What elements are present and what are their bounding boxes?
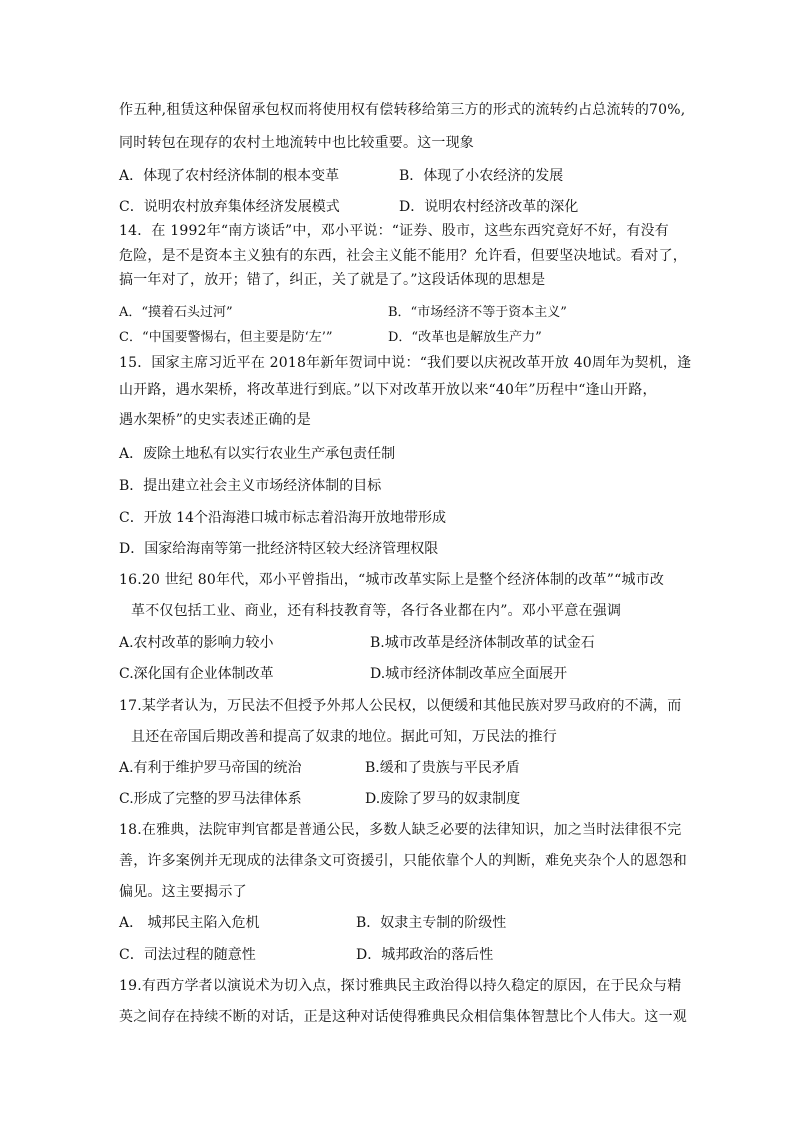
question-text: 14．在 1992年“南方谈话”中，邓小平说：“证券、股市，这些东西究竟好不好，有没有	[119, 223, 669, 239]
option-a: A． 城邦民主陷入危机	[119, 915, 260, 931]
option-a: A．体现了农村经济体制的根本变革	[119, 168, 340, 184]
option-c: C．“中国要警惕右，但主要是防‘左’”	[119, 330, 333, 345]
question-text: 山开路，遇水架桥，将改革进行到底。”以下对改革开放以来“40年”历程中“逢山开路，	[119, 382, 657, 398]
question-text: 同时转包在现存的农村土地流转中也比较重要。这一现象	[119, 135, 474, 151]
question-text: 遇水架桥”的史实表述正确的是	[119, 412, 311, 428]
option-a: A．废除土地私有以实行农业生产承包责任制	[119, 446, 396, 462]
option-a: A.有利于维护罗马帝国的统治	[119, 760, 302, 776]
question-text: 英之间存在持续不断的对话，正是这种对话使得雅典民众相信集体智慧比个人伟大。这一观	[119, 1009, 687, 1025]
question-text: 17.某学者认为，万民法不但授予外邦人公民权，以便缓和其他民族对罗马政府的不满，而	[119, 698, 682, 714]
option-a: A．“摸着石头过河”	[119, 305, 233, 320]
option-d: D.城市经济体制改革应全面展开	[370, 666, 568, 682]
option-c: C.深化国有企业体制改革	[119, 666, 274, 682]
option-d: D．城邦政治的落后性	[356, 947, 494, 963]
question-text: 偏见。这主要揭示了	[119, 884, 247, 900]
option-d: D．“改革也是解放生产力”	[388, 330, 542, 345]
question-text: 作五种,租赁这种保留承包权而将使用权有偿转移给第三方的形式的流转约占总流转的70%,	[119, 102, 686, 118]
option-d: D．国家给海南等第一批经济特区较大经济管理权限	[119, 541, 439, 557]
option-c: C．说明农村放弃集体经济发展模式	[119, 199, 340, 215]
question-text: 革不仅包括工业、商业，还有科技教育等，各行各业都在内”。邓小平意在强调	[131, 603, 622, 619]
option-d: D．说明农村经济改革的深化	[399, 199, 579, 215]
option-c: C.形成了完整的罗马法律体系	[119, 791, 302, 807]
option-a: A.农村改革的影响力较小	[119, 635, 274, 651]
option-b: B.城市改革是经济体制改革的试金石	[370, 635, 595, 651]
option-b: B．奴隶主专制的阶级性	[356, 915, 507, 931]
question-text: 危险，是不是资本主义独有的东西，社会主义能不能用？允许看，但要坚决地试。看对了，	[119, 248, 687, 264]
option-b: B．“市场经济不等于资本主义”	[388, 305, 567, 320]
question-text: 善，许多案例并无现成的法律条文可资援引，只能依靠个人的判断，难免夹杂个人的恩怨和	[119, 853, 687, 869]
option-b: B.缓和了贵族与平民矛盾	[365, 760, 520, 776]
question-text: 16.20 世纪 80年代，邓小平曾指出，“城市改革实际上是整个经济体制的改革”“城市改	[119, 572, 665, 588]
option-c: C．司法过程的随意性	[119, 947, 256, 963]
question-text: 15．国家主席习近平在 2018年新年贺词中说：“我们要以庆祝改革开放 40周年为契机，逢	[119, 355, 692, 371]
question-text: 18.在雅典，法院审判官都是普通公民，多数人缺乏必要的法律知识，加之当时法律很不完	[119, 822, 682, 838]
option-c: C．开放 14个沿海港口城市标志着沿海开放地带形成	[119, 510, 446, 526]
question-text: 搞一年对了，放开；错了，纠正，关了就是了。”这段话体现的思想是	[119, 272, 546, 288]
question-text: 且还在帝国后期改善和提高了奴隶的地位。据此可知，万民法的推行	[131, 729, 557, 745]
question-text: 19.有西方学者以演说术为切入点，探讨雅典民主政治得以持久稳定的原因，在于民众与精	[119, 978, 682, 994]
option-d: D.废除了罗马的奴隶制度	[365, 791, 521, 807]
option-b: B．提出建立社会主义市场经济体制的目标	[119, 478, 382, 494]
option-b: B．体现了小农经济的发展	[399, 168, 564, 184]
